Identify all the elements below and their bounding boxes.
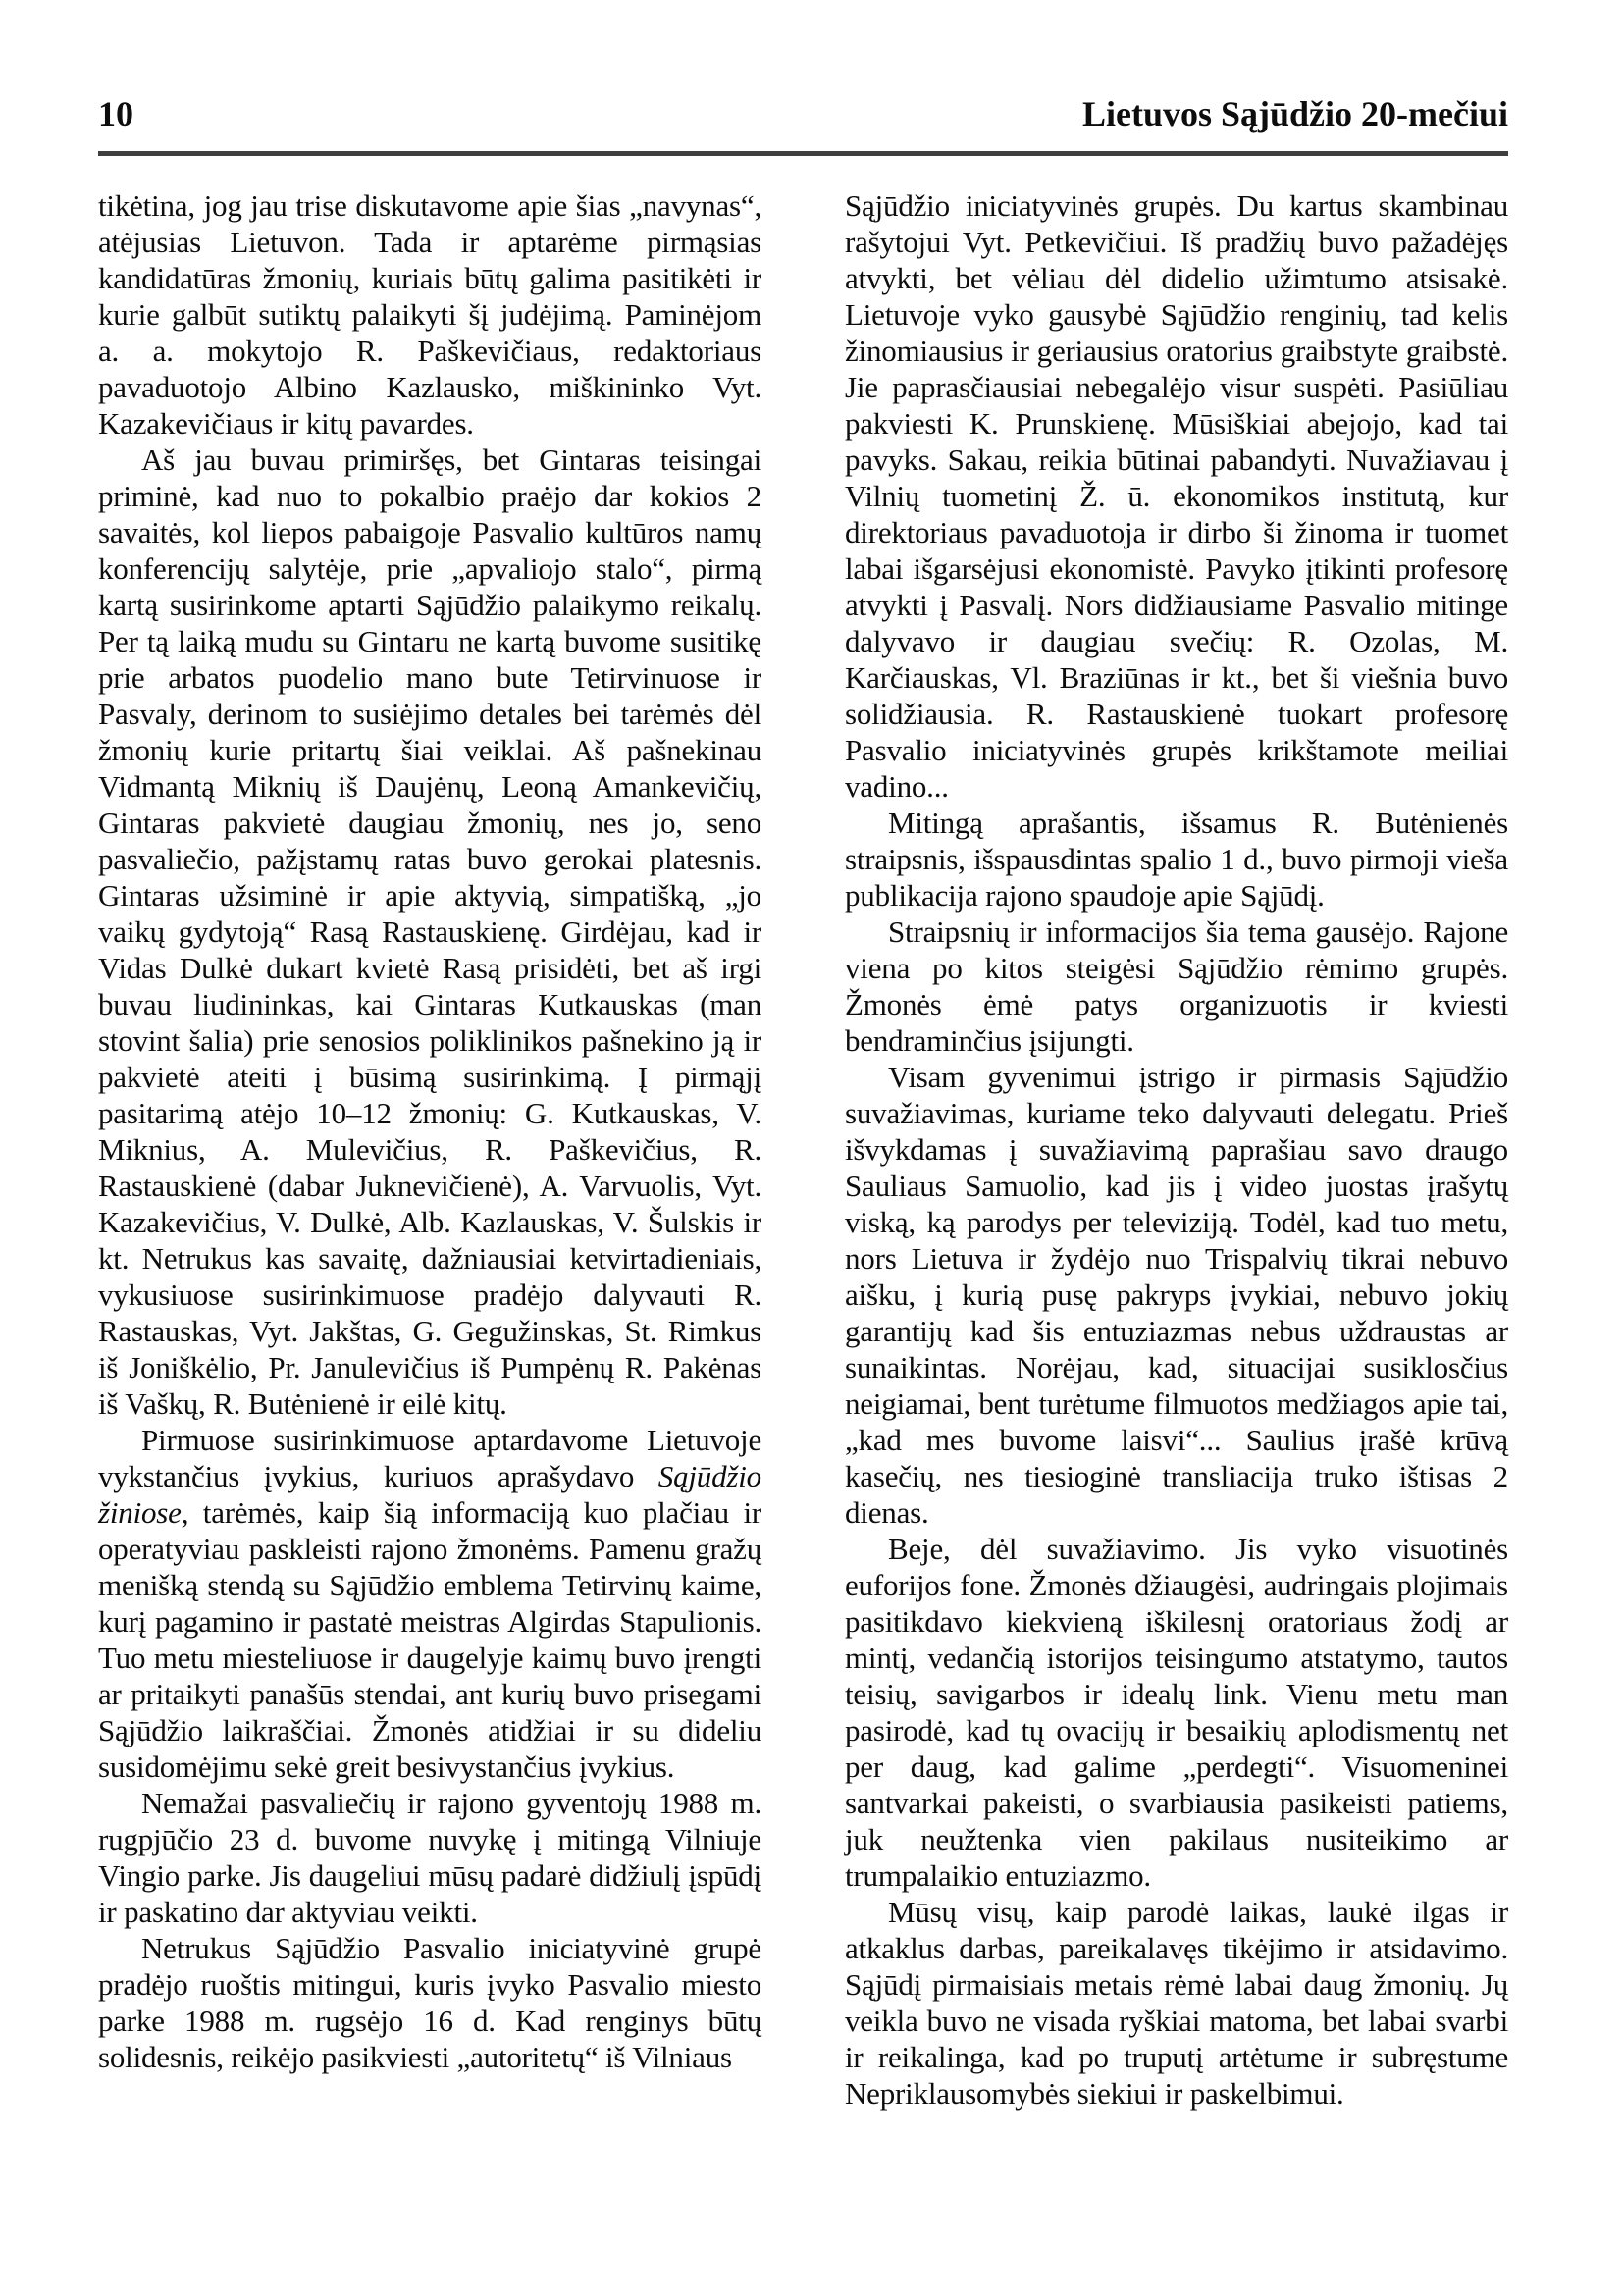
paragraph	[98, 1422, 761, 1785]
paragraph	[98, 442, 761, 1422]
text-run: tarėmės, kaip šią informaciją kuo plačiau ir operatyviau paskleisti rajono žmonėms. Pamenu gražų menišką stendą su Sąjūdžio emblema Tetirvinų kaime, kurį pagamino ir pastatė meistras Algirdas Stapulionis. Tuo metu miesteliuose ir daugelyje kaimų buvo įrengti ar pritaikyti panašūs stendai, ant kurių buvo prisegami Sąjūdžio laikraščiai. Žmonės atidžiai ir su dideliu susidomėjimu sekė greit besivystančius įvykius.	[98, 1495, 761, 1784]
paragraph	[845, 1894, 1508, 2112]
paragraph	[845, 805, 1508, 913]
text-run: Netrukus Sąjūdžio Pasvalio iniciatyvinė grupė pradėjo ruoštis mitingui, kuris įvyko Pasvalio miesto parke 1988 m. rugsėjo 16 d. Kad renginys būtų solidesnis, reikėjo pasikviesti „autoritetų“ iš Vilniaus	[98, 1931, 761, 2074]
page-header	[98, 94, 1508, 133]
text-run: Visam gyvenimui įstrigo ir pirmasis Sąjūdžio suvažiavimas, kuriame teko dalyvauti delegatu. Prieš išvykdamas į suvažiavimą paprašiau savo draugo Sauliaus Samuolio, kad jis į video juostas įrašytų viską, ką parodys per televiziją. Todėl, kad tuo metu, nors Lietuva ir žydėjo nuo Trispalvių tikrai nebuvo aišku, į kurią pusę pakryps įvykiai, nebuvo jokių garantijų kad šis entuziazmas nebus uždraustas ar sunaikintas. Norėjau, kad, situacijai susiklosčius neigiamai, bent turėtume filmuotos medžiagos apie tai, „kad mes buvome laisvi“... Saulius įrašė krūvą kasečių, nes tiesioginė transliacija truko ištisas 2 dienas.	[845, 1060, 1508, 1530]
text-run: Mitingą aprašantis, išsamus R. Butėnienės straipsnis, išspausdintas spalio 1 d., buvo pirmoji vieša publikacija rajono spaudoje apie Sąjūdį.	[845, 806, 1508, 913]
paragraph	[98, 1930, 761, 2075]
text-run: Beje, dėl suvažiavimo. Jis vyko visuotinės euforijos fone. Žmonės džiaugėsi, audringais plojimais pasitikdavo kiekvieną iškilesnį oratoriaus žodį ar mintį, vedančią istorijos teisingumo atstatymo, tautos teisių, savigarbos ir idealų link. Vienu metu man pasirodė, kad tų ovacijų ir besaikių aplodismentų net per daug, kad galime „perdegti“. Visuomeninei santvarkai pakeisti, o svarbiausia pasikeisti patiems, juk neužtenka vien pakilaus nusiteikimo ar trumpalaikio entuziazmo.	[845, 1532, 1508, 1893]
text-run: Pirmuose susirinkimuose aptardavome Lietuvoje vykstančius įvykius, kuriuos aprašydavo	[98, 1423, 761, 1493]
page-number: 10	[98, 94, 133, 133]
italic-text-run: Sąjūdžio žiniose,	[98, 1459, 761, 1530]
text-run: Sąjūdžio iniciatyvinės grupės. Du kartus skambinau rašytojui Vyt. Petkevičiui. Iš pradžių buvo pažadėjęs atvykti, bet vėliau dėl didelio užimtumo atsisakė. Lietuvoje vyko gausybė Sąjūdžio renginių, tad kelis žinomiausius ir geriausius oratorius graibstyte graibstė. Jie paprasčiausiai nebegalėjo visur suspėti. Pasiūliau pakviesti K. Prunskienę. Mūsiškiai abejojo, kad tai pavyks. Sakau, reikia būtinai pabandyti. Nuvažiavau į Vilnių tuometinį Ž. ū. ekonomikos institutą, kur direktoriaus pavaduotoja ir dirbo ši žinoma ir tuomet labai išgarsėjusi ekonomistė. Pavyko įtikinti profesorę atvykti į Pasvalį. Nors didžiausiame Pasvalio mitinge dalyvavo ir daugiau svečių: R. Ozolas, M. Karčiauskas, Vl. Braziūnas ir kt., bet ši viešnia buvo solidžiausia. R. Rastauskienė tuokart profesorę Pasvalio iniciatyvinės grupės krikštamote meiliai vadino...	[845, 188, 1508, 804]
left-column	[98, 187, 761, 2112]
running-header-title: Lietuvos Sąjūdžio 20-mečiui	[1081, 94, 1508, 133]
text-run: Straipsnių ir informacijos šia tema gausėjo. Rajone viena po kitos steigėsi Sąjūdžio rėmimo grupės. Žmonės ėmė patys organizuotis ir kviesti bendraminčius įsijungti.	[845, 914, 1508, 1058]
paragraph	[98, 187, 761, 442]
paragraph	[845, 913, 1508, 1059]
paragraph	[98, 1785, 761, 1930]
text-run: Nemažai pasvaliečių ir rajono gyventojų 1988 m. rugpjūčio 23 d. buvome nuvykę į mitingą Vilniuje Vingio parke. Jis daugeliui mūsų padarė didžiulį įspūdį ir paskatino dar aktyviau veikti.	[98, 1786, 761, 1929]
text-columns	[98, 187, 1508, 2112]
text-run: Mūsų visų, kaip parodė laikas, laukė ilgas ir atkaklus darbas, pareikalavęs tikėjimo ir atsidavimo. Sąjūdį pirmaisiais metais rėmė labai daug žmonių. Jų veikla buvo ne visada ryškiai matoma, bet labai svarbi ir reikalinga, kad po truputį artėtume ir subręstume Nepriklausomybės siekiui ir paskelbimui.	[845, 1895, 1508, 2111]
paragraph	[845, 187, 1508, 805]
paragraph	[845, 1059, 1508, 1531]
right-column	[845, 187, 1508, 2112]
header-rule	[98, 151, 1508, 156]
text-run: Aš jau buvau primiršęs, bet Gintaras teisingai priminė, kad nuo to pokalbio praėjo dar kokios 2 savaitės, kol liepos pabaigoje Pasvalio kultūros namų konferencijų salytėje, prie „apvaliojo stalo“, pirmą kartą susirinkome aptarti Sąjūdžio palaikymo reikalų. Per tą laiką mudu su Gintaru ne kartą buvome susitikę prie arbatos puodelio mano bute Tetirvinuose ir Pasvaly, derinom to susiėjimo detales bei tarėmės dėl žmonių kurie pritartų šiai veiklai. Aš pašnekinau Vidmantą Miknių iš Daujėnų, Leoną Amankevičių, Gintaras pakvietė daugiau žmonių, nes jo, seno pasvaliečio, pažįstamų ratas buvo gerokai platesnis. Gintaras užsiminė ir apie aktyvią, simpatišką, „jo vaikų gydytoją“ Rasą Rastauskienę. Girdėjau, kad ir Vidas Dulkė dukart kvietė Rasą prisidėti, bet aš irgi buvau liudininkas, kai Gintaras Kutkauskas (man stovint šalia) prie senosios poliklinikos pašnekino ją ir pakvietė ateiti į būsimą susirinkimą. Į pirmąjį pasitarimą atėjo 10–12 žmonių: G. Kutkauskas, V. Miknius, A. Mulevičius, R. Paškevičius, R. Rastauskienė (dabar Juknevičienė), A. Varvuolis, Vyt. Kazakevičius, V. Dulkė, Alb. Kazlauskas, V. Šulskis ir kt. Netrukus kas savaitę, dažniausiai ketvirtadieniais, vykusiuose susirinkimuose pradėjo dalyvauti R. Rastauskas, Vyt. Jakštas, G. Gegužinskas, St. Rimkus iš Joniškėlio, Pr. Janulevičius iš Pumpėnų R. Pakėnas iš Vaškų, R. Butėnienė ir eilė kitų.	[98, 443, 761, 1421]
text-run: tikėtina, jog jau trise diskutavome apie šias „navynas“, atėjusias Lietuvon. Tada ir aptarėme pirmąsias kandidatūras žmonių, kuriais būtų galima pasitikėti ir kurie galbūt sutiktų palaikyti šį judėjimą. Paminėjom a. a. mokytojo R. Paškevičiaus, redaktoriaus pavaduotojo Albino Kazlausko, miškininko Vyt. Kazakevičiaus ir kitų pavardes.	[98, 188, 761, 441]
paragraph	[845, 1531, 1508, 1894]
